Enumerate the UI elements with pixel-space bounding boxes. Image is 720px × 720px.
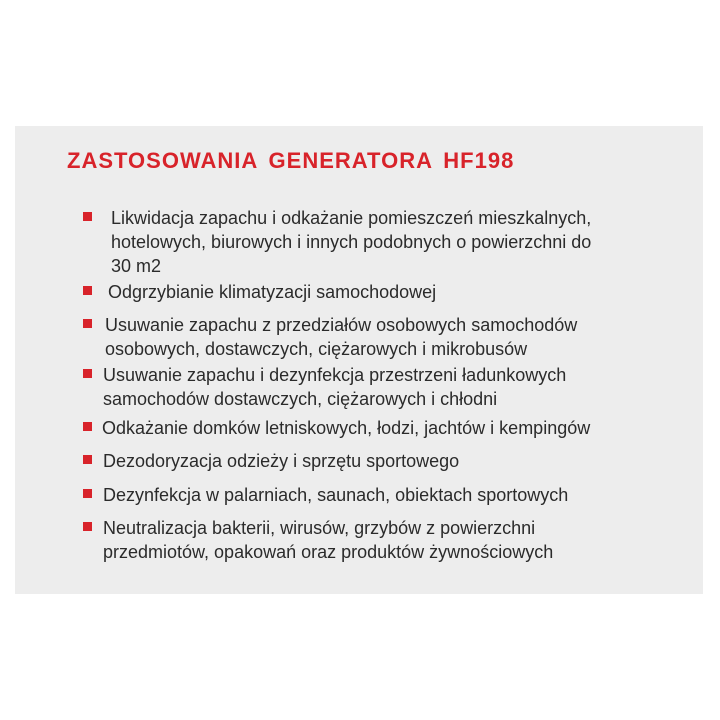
list-item-text: Neutralizacja bakterii, wirusów, grzybów z powierzchni przedmiotów, opakowań oraz produktów żywnościowych xyxy=(103,518,554,562)
list-item-text: Dezodoryzacja odzieży i sprzętu sportowego xyxy=(103,451,460,471)
list-item-text: Odkażanie domków letniskowych, łodzi, jachtów i kempingów xyxy=(102,418,591,438)
list-item-text: Odgrzybianie klimatyzacji samochodowej xyxy=(108,282,437,302)
panel-title: ZASTOSOWANIA GENERATORA HF198 xyxy=(67,148,515,173)
list-item-1 xyxy=(83,206,591,278)
list-item-8 xyxy=(83,516,553,564)
list-item-5 xyxy=(83,416,590,440)
square-bullet-icon xyxy=(83,455,92,464)
list-item-text: Usuwanie zapachu i dezynfekcja przestrzeni ładunkowych samochodów dostawczych, ciężarowych i chłodni xyxy=(103,365,567,409)
list-item-text: Dezynfekcja w palarniach, saunach, obiektach sportowych xyxy=(103,485,569,505)
square-bullet-icon xyxy=(83,369,92,378)
square-bullet-icon xyxy=(83,212,92,221)
square-bullet-icon xyxy=(83,489,92,498)
list-item-6 xyxy=(83,449,459,473)
square-bullet-icon xyxy=(83,319,92,328)
applications-panel xyxy=(15,126,703,594)
list-item-2 xyxy=(83,280,436,304)
list-item-3 xyxy=(83,313,577,361)
list-item-text: Likwidacja zapachu i odkażanie pomieszczeń mieszkalnych, hotelowych, biurowych i innych podobnych o powierzchni do 30 m2 xyxy=(111,208,592,276)
list-item-7 xyxy=(83,483,568,507)
square-bullet-icon xyxy=(83,422,92,431)
list-item-text: Usuwanie zapachu z przedziałów osobowych samochodów osobowych, dostawczych, ciężarowych i mikrobusów xyxy=(105,315,578,359)
square-bullet-icon xyxy=(83,522,92,531)
list-item-4 xyxy=(83,363,566,411)
square-bullet-icon xyxy=(83,286,92,295)
